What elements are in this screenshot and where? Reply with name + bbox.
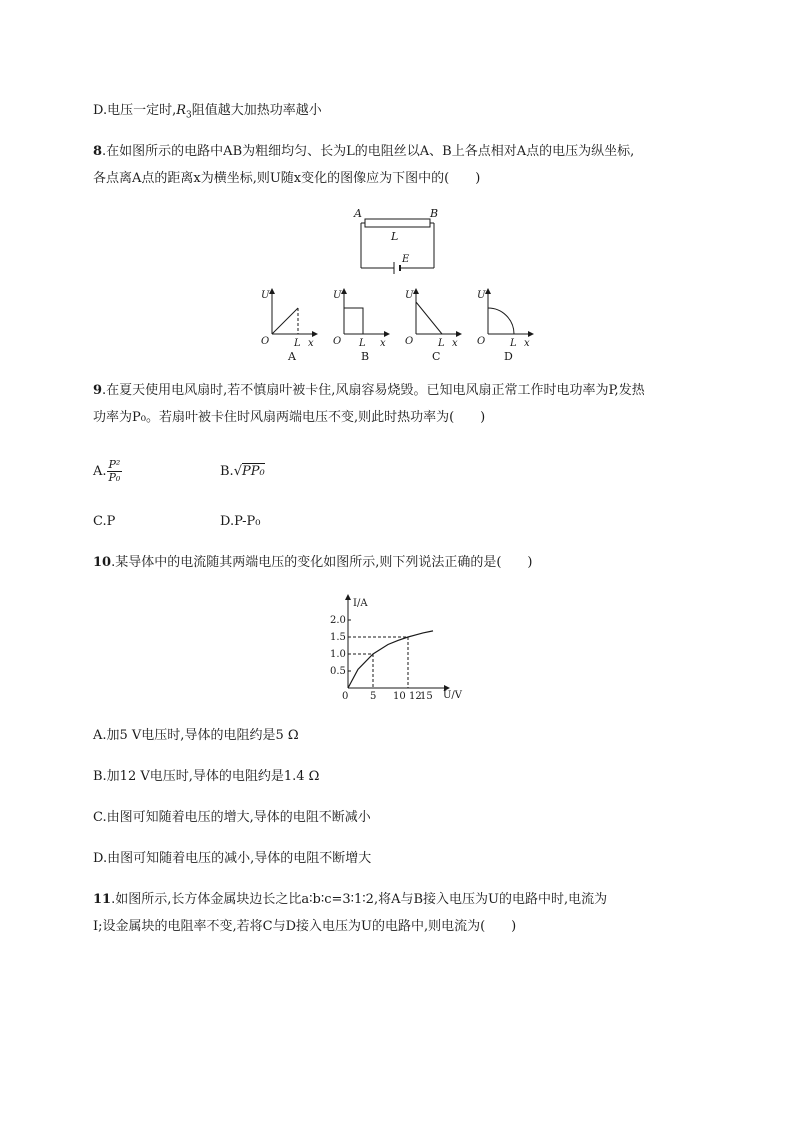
graph-d-curve (488, 308, 514, 334)
graph-d-x-label: x (524, 338, 530, 349)
q10-x-tick-label: 10 (393, 691, 406, 702)
graph-a-curve (272, 308, 298, 334)
graph-b-x-label: x (380, 338, 386, 349)
resistance-wire (365, 219, 430, 227)
q11-line2 (93, 917, 516, 937)
q10-origin-label: 0 (342, 691, 349, 702)
q10-option-b-text: B.加12 V电压时,导体的电阻约是1.4 Ω (93, 769, 320, 784)
graph-b-l-label: L (359, 338, 366, 349)
graph-b-curve (344, 308, 363, 334)
graph-c-l-label: L (438, 338, 445, 349)
q9-option-a-numerator: P² (108, 458, 121, 471)
q10-y-label: I/A (353, 598, 368, 609)
graph-b-option-label: B (361, 350, 370, 363)
q9-option-b (220, 462, 265, 482)
graph-b-u-label: U (333, 290, 342, 301)
q9-option-b-prefix: B. (220, 464, 234, 479)
graph-b-o-label: O (333, 336, 342, 347)
graph-c-x-label: x (452, 338, 458, 349)
graph-b-x-arrow-icon (384, 331, 390, 337)
circuit-label-e: E (402, 254, 410, 265)
graph-a-x-arrow-icon (312, 331, 318, 337)
q10-option-c (93, 808, 371, 828)
q9-option-a-prefix: A. (93, 464, 107, 479)
q9-line1 (93, 381, 645, 401)
q9-option-d (220, 512, 260, 532)
graph-a-option-label: A (288, 350, 296, 363)
graph-d (477, 288, 534, 363)
q10-x-tick-label: 15 (420, 691, 433, 702)
q10-line1 (93, 553, 533, 573)
q10-text: .某导体中的电流随其两端电压的变化如图所示,则下列说法正确的是( ) (111, 555, 533, 570)
q10-iu-chart (326, 590, 476, 702)
graph-c-o-label: O (405, 336, 414, 347)
circuit-label-l: L (391, 230, 399, 243)
graph-c-curve (416, 302, 442, 334)
graph-a-u-label: U (261, 290, 270, 301)
q8-line1 (93, 142, 634, 162)
graph-a-l-label: L (294, 338, 301, 349)
graph-a-o-label: O (261, 336, 270, 347)
q10-option-a (93, 726, 299, 746)
q7-option-d-sub: 3 (186, 110, 192, 121)
q8-line2 (93, 169, 480, 189)
circuit-label-a: A (354, 207, 362, 220)
graph-b (333, 288, 390, 363)
q10-option-c-text: C.由图可知随着电压的增大,导体的电阻不断减小 (93, 810, 371, 825)
q9-option-c (93, 512, 115, 532)
q7-option-d (93, 101, 322, 126)
graph-d-x-arrow-icon (528, 331, 534, 337)
q10-iu-curve (348, 631, 433, 688)
sqrt-icon: √ (233, 464, 242, 479)
graph-d-option-label: D (504, 350, 513, 363)
q7-option-d-suffix: 阻值越大加热功率越小 (191, 103, 322, 118)
q9-option-a (93, 458, 122, 486)
q8-option-graphs (258, 286, 548, 366)
q9-text-2: 功率为P₀。若扇叶被卡住时风扇两端电压不变,则此时热功率为( ) (93, 410, 486, 425)
q10-option-d-text: D.由图可知随着电压的减小,导体的电阻不断增大 (93, 851, 372, 866)
graph-a (261, 288, 318, 363)
q10-number: 10 (93, 555, 112, 570)
graph-a-x-label: x (308, 338, 314, 349)
q9-option-b-radicand: PP₀ (241, 464, 265, 479)
graph-d-l-label: L (510, 338, 517, 349)
q8-number: 8 (93, 144, 103, 159)
q11-text-1: .如图所示,长方体金属块边长之比a∶b∶c=3∶1∶2,将A与B接入电压为U的电路中时,电流为 (111, 892, 608, 907)
q10-option-b (93, 767, 319, 787)
graph-d-u-label: U (477, 290, 486, 301)
circuit-label-b: B (430, 207, 439, 220)
q10-option-d (93, 849, 371, 869)
q10-y-arrow-icon (345, 594, 351, 600)
q9-option-a-fraction (107, 459, 123, 484)
graph-c-u-label: U (405, 290, 414, 301)
q9-option-d-text: D.P-P₀ (220, 514, 261, 529)
q9-number: 9 (93, 383, 103, 398)
graph-c-y-arrow-icon (413, 288, 419, 294)
graph-c-option-label: C (432, 350, 441, 363)
q9-option-c-text: C.P (93, 514, 116, 529)
q8-circuit-figure (350, 204, 445, 274)
graph-d-o-label: O (477, 336, 486, 347)
graph-c-x-arrow-icon (456, 331, 462, 337)
q8-text-1: .在如图所示的电路中AB为粗细均匀、长为L的电阻丝以A、B上各点相对A点的电压为纵坐标, (102, 144, 635, 159)
q11-line1 (93, 890, 607, 910)
graph-b-y-arrow-icon (341, 288, 347, 294)
q10-y-tick-label: 1.5 (330, 632, 346, 643)
q10-y-tick-label: 1.0 (330, 649, 346, 660)
q7-option-d-prefix: D.电压一定时, (93, 103, 177, 118)
q7-option-d-symbol: R (176, 103, 187, 118)
graph-c (405, 288, 462, 363)
q10-chart-axes (345, 594, 463, 701)
graph-a-y-arrow-icon (269, 288, 275, 294)
graph-d-y-arrow-icon (485, 288, 491, 294)
q10-option-a-text: A.加5 V电压时,导体的电阻约是5 Ω (93, 728, 299, 743)
q9-line2 (93, 408, 485, 428)
q8-text-2: 各点离A点的距离x为横坐标,则U随x变化的图像应为下图中的( ) (93, 171, 481, 186)
q10-x-tick-label: 12 (409, 691, 422, 702)
q11-text-2: I;设金属块的电阻率不变,若将C与D接入电压为U的电路中,则电流为( ) (93, 919, 517, 934)
q9-text-1: .在夏天使用电风扇时,若不慎扇叶被卡住,风扇容易烧毁。已知电风扇正常工作时电功率为P,发热 (102, 383, 645, 398)
q10-x-label: U/V (443, 690, 463, 701)
q10-x-tick-label: 5 (370, 691, 377, 702)
q9-option-a-denominator: P₀ (108, 471, 121, 484)
q10-y-tick-label: 2.0 (330, 615, 346, 626)
q10-y-tick-label: 0.5 (330, 666, 346, 677)
q11-number: 11 (93, 892, 112, 907)
